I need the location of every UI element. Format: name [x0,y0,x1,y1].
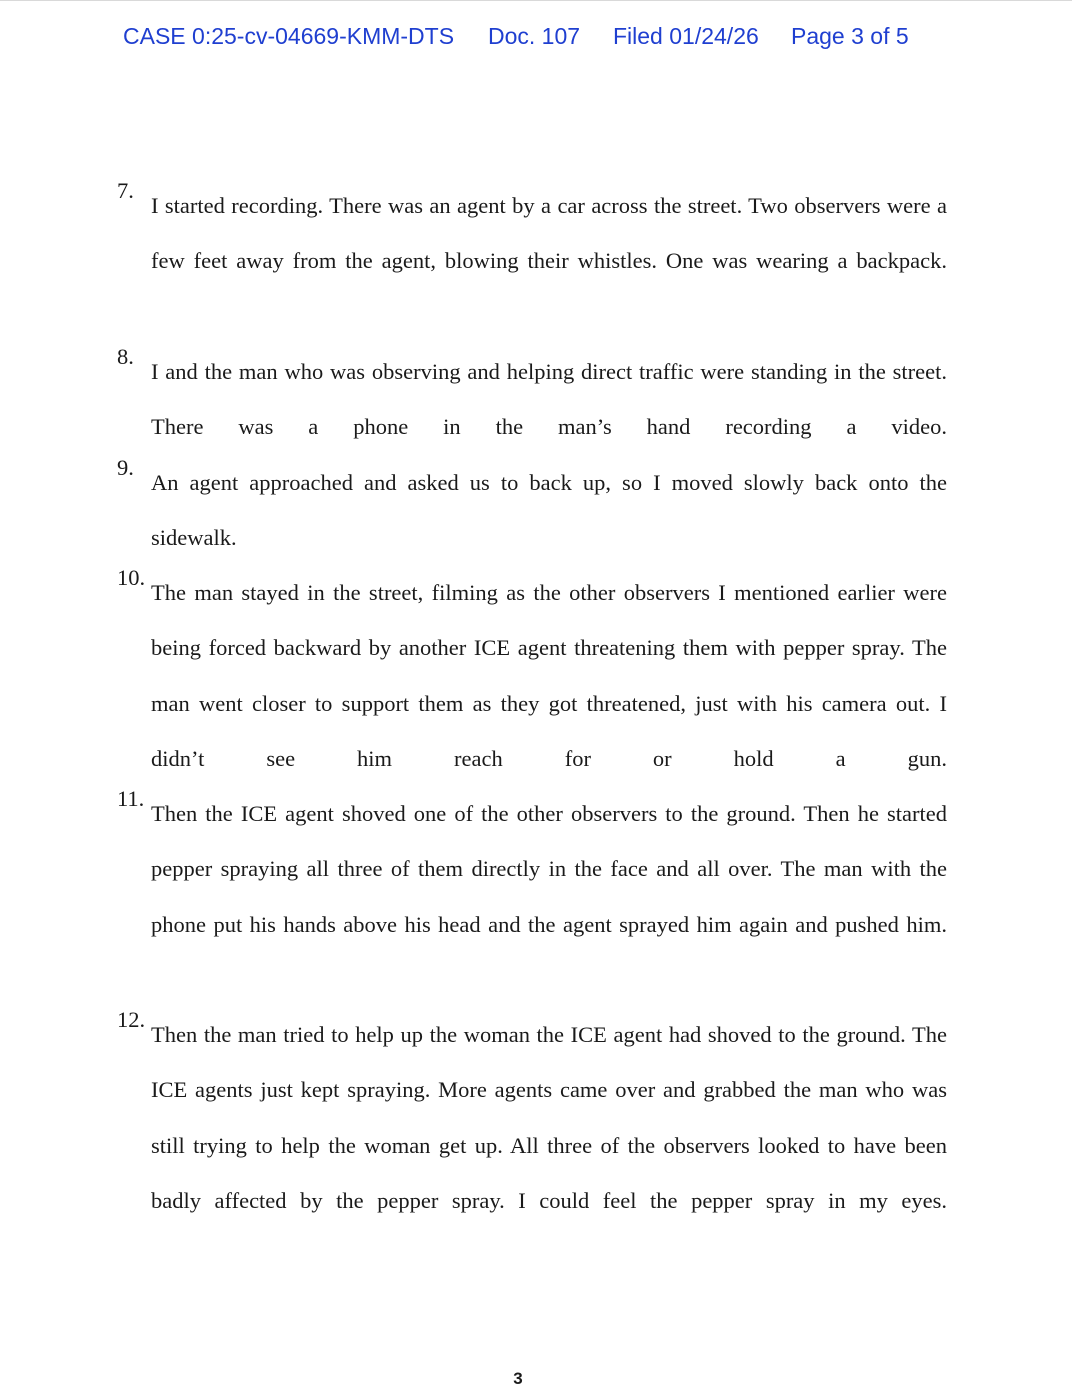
document-number: Doc. 107 [488,23,581,49]
paragraph-text: I and the man who was observing and helping direct traffic were standing in the street. There was a phone in the man’s hand recording a video. [151,359,947,440]
paragraph-number: 7. [117,178,134,203]
page-indicator: Page 3 of 5 [791,23,909,49]
paragraph-text: An agent approached and asked us to back up, so I moved slowly back onto the sidewalk. [151,470,947,551]
paragraph-text: I started recording. There was an agent by a car across the street. Two observers were a few feet away from the agent, blowing their whistles. One was wearing a backpack. [151,193,947,274]
paragraph-number: 12. [117,1007,146,1032]
filed-date: Filed 01/24/26 [613,23,759,49]
court-filing-header [0,23,1072,53]
paragraph-number: 10. [117,565,146,590]
paragraph-number: 8. [117,344,134,369]
paragraph-text: Then the man tried to help up the woman the ICE agent had shoved to the ground. The ICE agents just kept spraying. More agents came over and grabbed the man who was still trying to help the woman get up. All three of the observers looked to have been badly affected by the pepper spray. I could feel the pepper spray in my eyes. [151,1022,947,1213]
paragraph-number: 11. [117,786,145,811]
page-number: 3 [513,1369,523,1388]
paragraph-text: The man stayed in the street, filming as the other observers I mentioned earlier were being forced backward by another ICE agent threatening them with pepper spray. The man went closer to support them as they got threatened, just with his camera out. I didn’t see him reach for or hold a gun. [151,580,947,771]
paragraph-text: Then the ICE agent shoved one of the other observers to the ground. Then he started pepper spraying all three of them directly in the face and all over. The man with the phone put his hands above his head and the agent sprayed him again and pushed him. [151,801,947,937]
case-number: CASE 0:25-cv-04669-KMM-DTS [123,23,455,49]
paragraph-number: 9. [117,455,134,480]
top-border [0,0,1072,1]
